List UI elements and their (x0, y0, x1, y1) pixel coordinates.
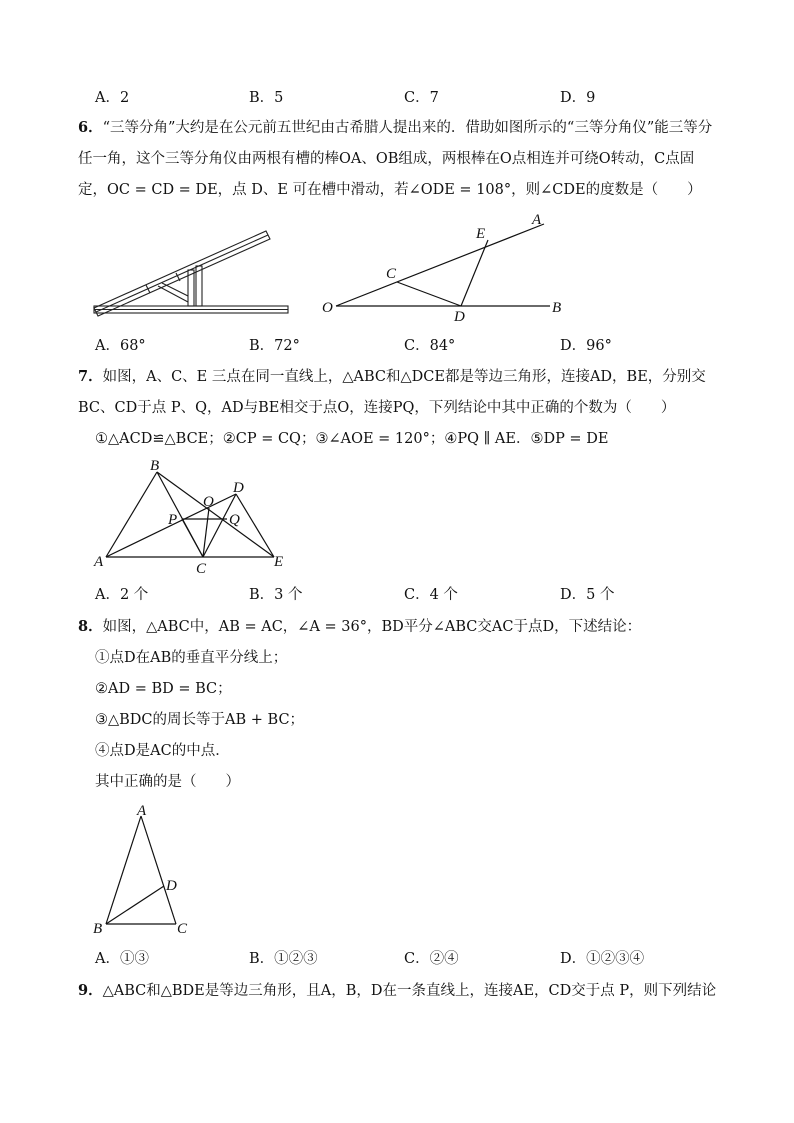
q6-label-a: A (532, 212, 542, 228)
q6-option-d: D．96° (560, 338, 612, 354)
q6-geometry-figure (318, 210, 578, 325)
q6-ray-oa (336, 224, 544, 306)
q7-option-a: A．2 个 (95, 587, 149, 603)
q7-label-q: Q (229, 512, 240, 528)
q6-trisector-device-figure (90, 228, 295, 323)
q8-side-ab (106, 816, 141, 924)
q8-option-d: D．①②③④ (560, 951, 645, 967)
q7-label-e: E (274, 554, 284, 570)
q6-number: 6． (78, 119, 103, 136)
q8-option-a: A．①③ (95, 951, 149, 967)
q7-side-de (236, 494, 274, 557)
q7-label-a: A (94, 554, 104, 570)
q8-item-2: ②AD = BD = BC； (95, 681, 232, 697)
q8-option-b: B．①②③ (249, 951, 318, 967)
q7-label-p: P (168, 512, 178, 528)
q8-item-4: ④点D是AC的中点． (95, 743, 230, 759)
q7-option-c: C．4 个 (404, 587, 458, 603)
q6-option-c: C．84° (404, 338, 456, 354)
q7-line1: 如图，A、C、E 三点在同一直线上，△ABC和△DCE都是等边三角形，连接AD，BE，分别交 (102, 369, 706, 385)
q7-label-c: C (196, 561, 207, 576)
q6-segment-de (461, 240, 488, 306)
q8-label-c: C (177, 921, 188, 937)
q8-item-3: ③△BDC的周长等于AB + BC； (95, 712, 305, 728)
q8-ask: 其中正确的是（ ） (95, 774, 240, 790)
q5-option-b: B．5 (249, 90, 284, 106)
q8-label-a: A (137, 803, 147, 819)
q6-option-b: B．72° (249, 338, 300, 354)
q8-geometry-figure (90, 802, 200, 937)
q6-label-d: D (454, 309, 465, 325)
q7-line2: BC、CD于点 P、Q，AD与BE相交于点O，连接PQ，下列结论中其中正确的个数为（ ） (78, 400, 676, 416)
q8-stem (78, 617, 641, 637)
q9-line1: △ABC和△BDE是等边三角形，且A，B，D在一条直线上，连接AE，CD交于点 P，则下列结论 (102, 983, 717, 999)
q8-segment-bd (106, 886, 164, 924)
q7-label-o: O (203, 494, 214, 510)
q9-number: 9． (78, 982, 103, 999)
q8-label-b: B (93, 921, 103, 937)
q7-line3: ①△ACD≌△BCE；②CP = CQ；③∠AOE = 120°；④PQ ∥ AE．⑤DP = DE (95, 431, 609, 447)
q7-stem (78, 367, 706, 387)
q6-line2: 任一角，这个三等分角仪由两根有槽的棒OA、OB组成，两根棒在O点相连并可绕O转动，C点固 (78, 151, 695, 167)
q5-option-c: C．7 (404, 90, 439, 106)
q7-option-d: D．5 个 (560, 587, 615, 603)
q6-line1: “三等分角”大约是在公元前五世纪由古希腊人提出来的．借助如图所示的“三等分角仪”能三等分 (102, 120, 713, 136)
q6-segment-cd (397, 282, 461, 306)
q6-label-b: B (552, 300, 562, 316)
q6-label-e: E (476, 226, 486, 242)
q7-label-b: B (150, 458, 160, 474)
q5-option-a: A．2 (95, 90, 130, 106)
q8-option-c: C．②④ (404, 951, 459, 967)
q7-option-b: B．3 个 (249, 587, 303, 603)
q7-label-d: D (233, 480, 244, 496)
q6-label-o: O (322, 300, 333, 316)
q7-geometry-figure (92, 456, 292, 576)
q8-side-ac (141, 816, 176, 924)
q6-label-c: C (386, 266, 397, 282)
q8-item-1: ①点D在AB的垂直平分线上； (95, 650, 288, 666)
q8-number: 8． (78, 618, 103, 635)
q5-option-d: D．9 (560, 90, 596, 106)
q6-stem (78, 118, 712, 138)
q8-label-d: D (166, 878, 177, 894)
q8-line1: 如图，△ABC中，AB = AC，∠A = 36°，BD平分∠ABC交AC于点D，下述结论： (102, 619, 642, 635)
q7-segment-co (203, 508, 209, 557)
q7-number: 7． (78, 368, 103, 385)
q6-option-a: A．68° (95, 338, 146, 354)
q9-stem (78, 981, 716, 1001)
q6-line3: 定，OC = CD = DE，点 D、E 可在槽中滑动，若∠ODE = 108°，则∠CDE的度数是（ ） (78, 182, 702, 198)
